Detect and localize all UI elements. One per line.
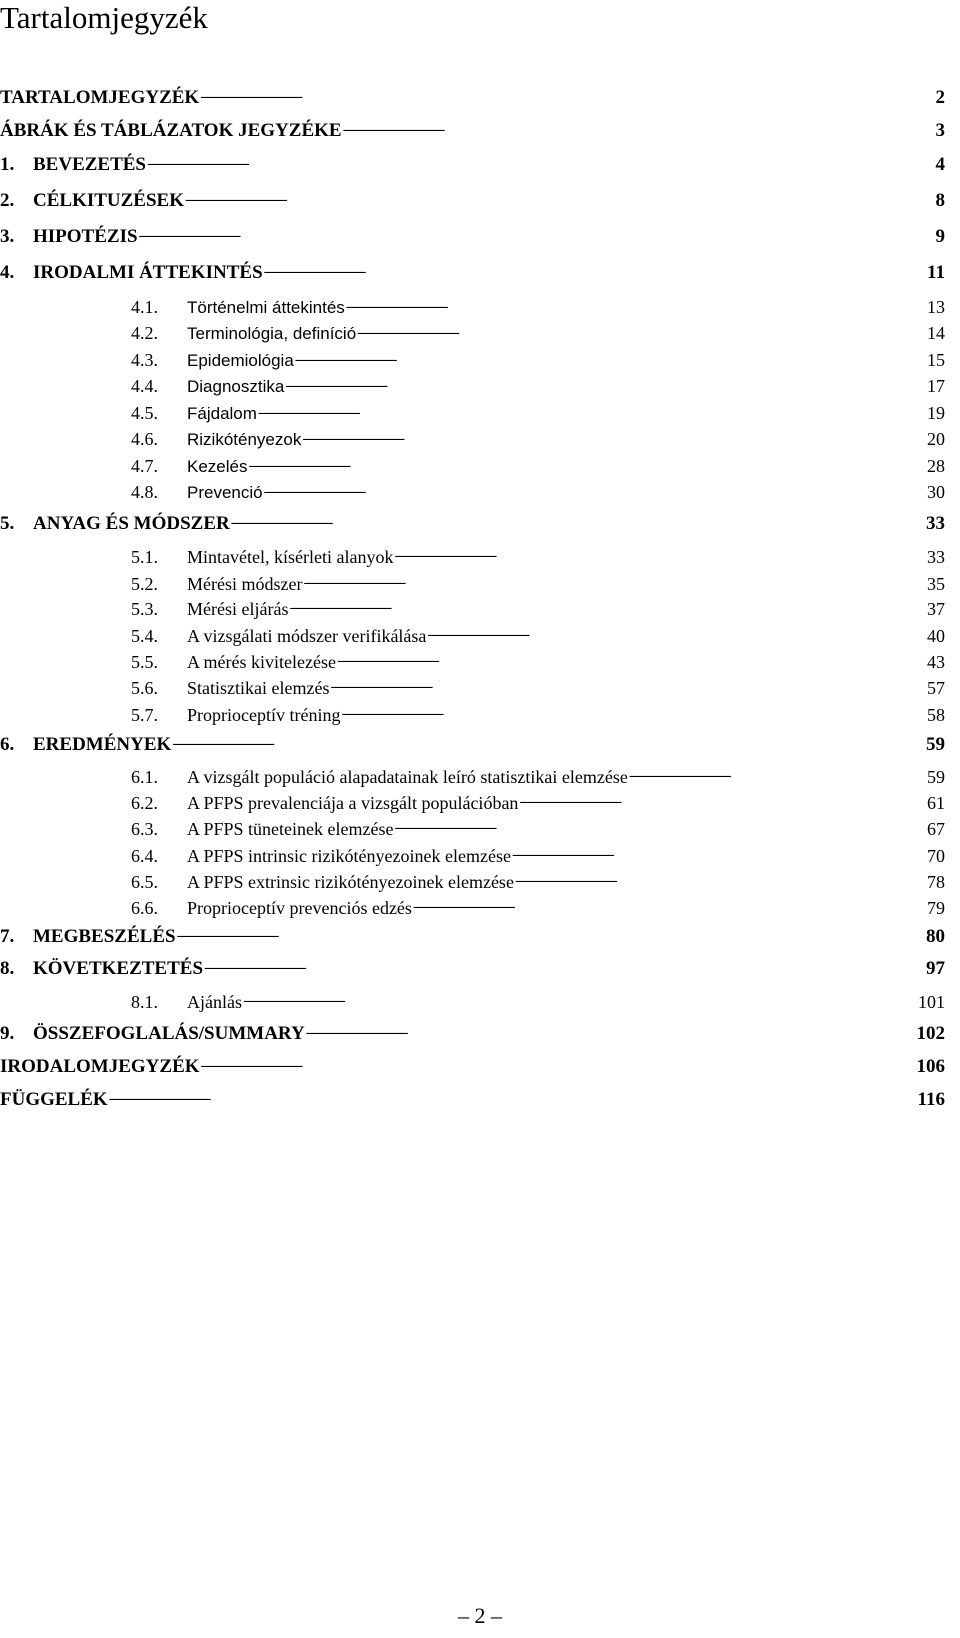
toc-entry-label: A mérés kivitelezése xyxy=(187,652,336,672)
dot-leader xyxy=(185,190,935,212)
dot-leader xyxy=(200,87,934,109)
toc-entry-label: Terminológia, definíció xyxy=(187,324,357,343)
dot-leader xyxy=(147,154,935,176)
toc-entry-label: ÖSSZEFOGLALÁS/SUMMARY xyxy=(33,1023,305,1044)
toc-entry-page: 116 xyxy=(917,1089,945,1110)
toc-entry-number: 5.5. xyxy=(131,652,158,672)
dot-leader xyxy=(201,1056,916,1078)
dot-leader xyxy=(427,625,926,647)
toc-entry-page: 11 xyxy=(927,262,945,283)
page-title: Tartalomjegyzék xyxy=(0,0,208,35)
toc-entry-label: Rizikótényezok xyxy=(187,430,302,449)
toc-entry-page: 9 xyxy=(935,226,945,247)
toc-entry[interactable] xyxy=(131,455,945,478)
toc-entry-page: 102 xyxy=(916,1023,945,1044)
toc-entry-page: 33 xyxy=(926,513,945,534)
toc-entry[interactable] xyxy=(0,513,945,535)
toc-entry-page: 20 xyxy=(927,429,945,449)
toc-entry-number: 6.6. xyxy=(131,898,158,918)
toc-entry-page: 37 xyxy=(927,599,945,619)
toc-entry-page: 19 xyxy=(927,403,945,423)
toc-entry-page: 97 xyxy=(926,958,945,979)
toc-entry[interactable] xyxy=(131,375,945,398)
toc-entry-page: 59 xyxy=(926,734,945,755)
toc-entry-number: 5.6. xyxy=(131,678,158,698)
toc-entry-page: 58 xyxy=(927,705,945,725)
toc-entry-number: 7. xyxy=(0,926,15,947)
toc-entry[interactable] xyxy=(0,926,945,948)
dot-leader xyxy=(264,262,926,284)
toc-entry-number: 8.1. xyxy=(131,992,158,1012)
toc-entry-label: Történelmi áttekintés xyxy=(187,298,345,317)
toc-entry-page: 59 xyxy=(927,767,945,787)
toc-entry-label: KÖVETKEZTETÉS xyxy=(33,958,204,979)
toc-entry[interactable] xyxy=(131,296,945,319)
toc-entry[interactable] xyxy=(131,573,945,595)
toc-entry-label: HIPOTÉZIS xyxy=(33,226,138,247)
toc-entry-number: 5. xyxy=(0,513,15,534)
dot-leader xyxy=(177,926,925,948)
toc-entry-label: Fájdalom xyxy=(187,404,257,423)
toc-entry-label: A PFPS intrinsic rizikótényezoinek elemzése xyxy=(187,846,511,866)
toc-entry-page: 57 xyxy=(927,678,945,698)
dot-leader xyxy=(248,456,926,478)
dot-leader xyxy=(258,403,926,425)
toc-entry-page: 14 xyxy=(927,323,945,343)
toc-entry-label: Proprioceptív prevenciós edzés xyxy=(187,898,412,918)
toc-entry-number: 3. xyxy=(0,226,15,247)
toc-entry[interactable] xyxy=(0,958,945,980)
toc-entry[interactable] xyxy=(0,190,945,212)
dot-leader xyxy=(109,1089,917,1111)
toc-entry[interactable] xyxy=(131,546,945,568)
toc-entry-page: 13 xyxy=(927,297,945,317)
toc-entry-label: Diagnosztika xyxy=(187,377,285,396)
toc-entry-number: 4.6. xyxy=(131,429,158,449)
toc-entry[interactable] xyxy=(131,625,945,647)
toc-entry-number: 6.3. xyxy=(131,819,158,839)
toc-entry[interactable] xyxy=(131,991,945,1013)
toc-entry-page: 43 xyxy=(927,652,945,672)
toc-entry-number: 4.2. xyxy=(131,323,158,343)
toc-entry-label: A vizsgált populáció alapadatainak leíró statisztikai elemzése xyxy=(187,767,628,787)
toc-entry[interactable] xyxy=(0,154,945,176)
toc-entry-page: 2 xyxy=(935,87,945,108)
dot-leader xyxy=(519,792,926,814)
dot-leader xyxy=(341,704,926,726)
toc-entry-label: A PFPS prevalenciája a vizsgált populációban xyxy=(187,793,519,813)
toc-entry-page: 4 xyxy=(935,154,945,175)
toc-entry-page: 106 xyxy=(916,1056,945,1077)
toc-entry-number: 5.2. xyxy=(131,574,158,594)
toc-entry-number: 6.4. xyxy=(131,846,158,866)
toc-entry-number: 4.4. xyxy=(131,376,158,396)
toc-entry-page: 3 xyxy=(935,120,945,141)
dot-leader xyxy=(231,513,925,535)
toc-entry[interactable] xyxy=(0,87,945,109)
toc-entry[interactable] xyxy=(131,651,945,673)
dot-leader xyxy=(303,573,926,595)
toc-entry-page: 80 xyxy=(926,926,945,947)
toc-entry-number: 4.1. xyxy=(131,297,158,317)
toc-entry-page: 33 xyxy=(927,547,945,567)
toc-entry-label: ÁBRÁK ÉS TÁBLÁZATOK JEGYZÉKE xyxy=(0,120,342,141)
toc-entry-page: 28 xyxy=(927,456,945,476)
toc-entry-label: A PFPS extrinsic rizikótényezoinek elemzése xyxy=(187,872,514,892)
toc-entry-number: 4.5. xyxy=(131,403,158,423)
toc-entry[interactable] xyxy=(0,120,945,142)
dot-leader xyxy=(346,297,926,319)
toc-entry-page: 78 xyxy=(927,872,945,892)
toc-entry-page: 70 xyxy=(927,846,945,866)
toc-entry-number: 5.7. xyxy=(131,705,158,725)
toc-entry-label: A PFPS tüneteinek elemzése xyxy=(187,819,394,839)
dot-leader xyxy=(289,598,926,620)
toc-entry-label: BEVEZETÉS xyxy=(33,154,146,175)
toc-entry-label: CÉLKITUZÉSEK xyxy=(33,190,184,211)
toc-entry-number: 2. xyxy=(0,190,15,211)
toc-entry-number: 4.3. xyxy=(131,350,158,370)
toc-entry-label: Ajánlás xyxy=(187,992,242,1012)
toc-entry-label: EREDMÉNYEK xyxy=(33,734,172,755)
toc-entry-number: 1. xyxy=(0,154,15,175)
toc-entry-number: 6.2. xyxy=(131,793,158,813)
toc-entry-number: 5.3. xyxy=(131,599,158,619)
dot-leader xyxy=(139,226,935,248)
toc-entry-label: FÜGGELÉK xyxy=(0,1089,108,1110)
toc-entry-page: 101 xyxy=(918,992,945,1012)
dot-leader xyxy=(302,429,926,451)
toc-entry-label: ANYAG ÉS MÓDSZER xyxy=(33,513,230,534)
toc-entry-label: Mérési módszer xyxy=(187,574,303,594)
toc-entry[interactable] xyxy=(0,226,945,248)
toc-entry-page: 17 xyxy=(927,376,945,396)
toc-entry[interactable] xyxy=(131,481,945,504)
dot-leader xyxy=(172,734,925,756)
toc-entry-label: TARTALOMJEGYZÉK xyxy=(0,87,200,108)
toc-entry-page: 67 xyxy=(927,819,945,839)
toc-entry-label: Mintavétel, kísérleti alanyok xyxy=(187,547,394,567)
toc-entry-label: A vizsgálati módszer verifikálása xyxy=(187,626,427,646)
toc-entry[interactable] xyxy=(131,845,945,867)
toc-entry-label: Kezelés xyxy=(187,457,248,476)
dot-leader xyxy=(243,991,917,1013)
toc-entry-number: 6.1. xyxy=(131,767,158,787)
dot-leader xyxy=(295,350,926,372)
dot-leader xyxy=(394,818,926,840)
toc-entry-page: 35 xyxy=(927,574,945,594)
toc-entry[interactable] xyxy=(131,766,945,788)
toc-entry-page: 61 xyxy=(927,793,945,813)
toc-entry-number: 4. xyxy=(0,262,15,283)
dot-leader xyxy=(629,766,926,788)
toc-entry[interactable] xyxy=(131,322,945,345)
toc-entry-page: 8 xyxy=(935,190,945,211)
dot-leader xyxy=(357,323,926,345)
toc-entry-label: Epidemiológia xyxy=(187,351,294,370)
toc-entry-label: Proprioceptív tréning xyxy=(187,705,341,725)
toc-entry-label: Mérési eljárás xyxy=(187,599,289,619)
toc-entry[interactable] xyxy=(0,734,945,756)
page-number-footer: – 2 – xyxy=(458,1603,502,1628)
toc-entry[interactable] xyxy=(131,598,945,620)
toc-entry-label: Prevenció xyxy=(187,483,263,502)
toc-entry-number: 5.4. xyxy=(131,626,158,646)
toc-entry-label: MEGBESZÉLÉS xyxy=(33,926,176,947)
toc-entry[interactable] xyxy=(131,897,945,919)
toc-entry-page: 79 xyxy=(927,898,945,918)
toc-entry-label: Statisztikai elemzés xyxy=(187,678,330,698)
toc-entry[interactable] xyxy=(131,402,945,425)
toc-entry[interactable] xyxy=(0,1089,945,1111)
toc-entry[interactable] xyxy=(131,349,945,372)
toc-entry[interactable] xyxy=(131,428,945,451)
dot-leader xyxy=(264,482,926,504)
toc-entry-page: 15 xyxy=(927,350,945,370)
toc-entry-label: IRODALMI ÁTTEKINTÉS xyxy=(33,262,263,283)
dot-leader xyxy=(394,546,926,568)
toc-entry-number: 4.8. xyxy=(131,482,158,502)
dot-leader xyxy=(512,845,926,867)
dot-leader xyxy=(343,120,935,142)
dot-leader xyxy=(337,651,926,673)
dot-leader xyxy=(306,1023,916,1045)
toc-entry-page: 30 xyxy=(927,482,945,502)
toc-entry[interactable] xyxy=(131,792,945,814)
dot-leader xyxy=(204,958,925,980)
toc-entry[interactable] xyxy=(131,677,945,699)
toc-entry-number: 4.7. xyxy=(131,456,158,476)
dot-leader xyxy=(515,871,926,893)
toc-entry[interactable] xyxy=(0,1023,945,1045)
toc-entry[interactable] xyxy=(131,818,945,840)
toc-entry-number: 8. xyxy=(0,958,15,979)
toc-entry[interactable] xyxy=(0,262,945,284)
toc-entry[interactable] xyxy=(0,1056,945,1078)
toc-entry[interactable] xyxy=(131,871,945,893)
toc-entry[interactable] xyxy=(131,704,945,726)
dot-leader xyxy=(285,376,926,398)
dot-leader xyxy=(330,677,926,699)
toc-entry-number: 6.5. xyxy=(131,872,158,892)
toc-entry-number: 9. xyxy=(0,1023,15,1044)
dot-leader xyxy=(413,897,926,919)
toc-entry-number: 5.1. xyxy=(131,547,158,567)
toc-entry-number: 6. xyxy=(0,734,15,755)
toc-entry-label: IRODALOMJEGYZÉK xyxy=(0,1056,200,1077)
toc-entry-page: 40 xyxy=(927,626,945,646)
